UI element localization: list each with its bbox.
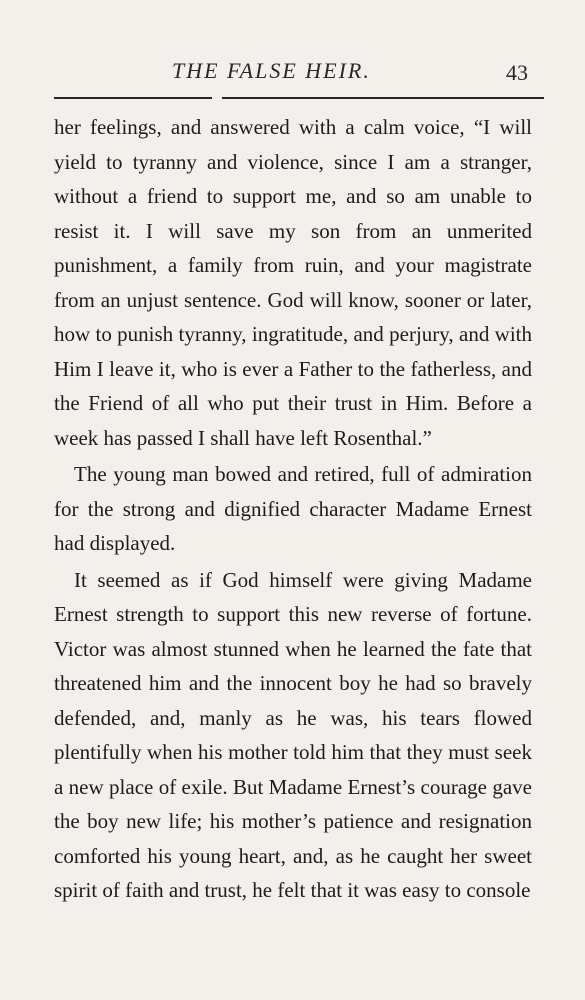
page-number: 43 <box>506 60 528 85</box>
header-rule <box>54 97 544 99</box>
paragraph: The young man bowed and retired, full of admiration for the strong and dignified character Madame Ernest had displayed. <box>54 462 532 555</box>
body-text <box>54 110 532 908</box>
page-header <box>0 58 585 98</box>
paragraph: It seemed as if God himself were giving Madame Ernest strength to support this new reverse of fortune. Victor was almost stunned when he learned the fate that threatened him and the innocent boy he had so bravely defended, and, manly as he was, his tears flowed plentifully when his mother told him that they must seek a new place of exile. But Madame Ernest’s courage gave the boy new life; his mother’s patience and resignation comforted his young heart, and, as he caught her sweet spirit of faith and trust, he felt that it was easy to console <box>54 567 532 902</box>
running-title: THE FALSE HEIR. <box>172 58 371 83</box>
rule-ornament <box>212 93 222 99</box>
paragraph-continued: her feelings, and answered with a calm voice, “I will yield to tyranny and violence, since I am a stranger, without a friend to support me, and so am unable to resist it. I will save my son from an unmerited punishment, a family from ruin, and your magistrate from an unjust sentence. God will know, sooner or later, how to punish tyranny, ingratitude, and perjury, and with Him I leave it, who is ever a Father to the fatherless, and the Friend of all who put their trust in Him. Before a week has passed I shall have left Rosenthal.” <box>54 115 532 450</box>
